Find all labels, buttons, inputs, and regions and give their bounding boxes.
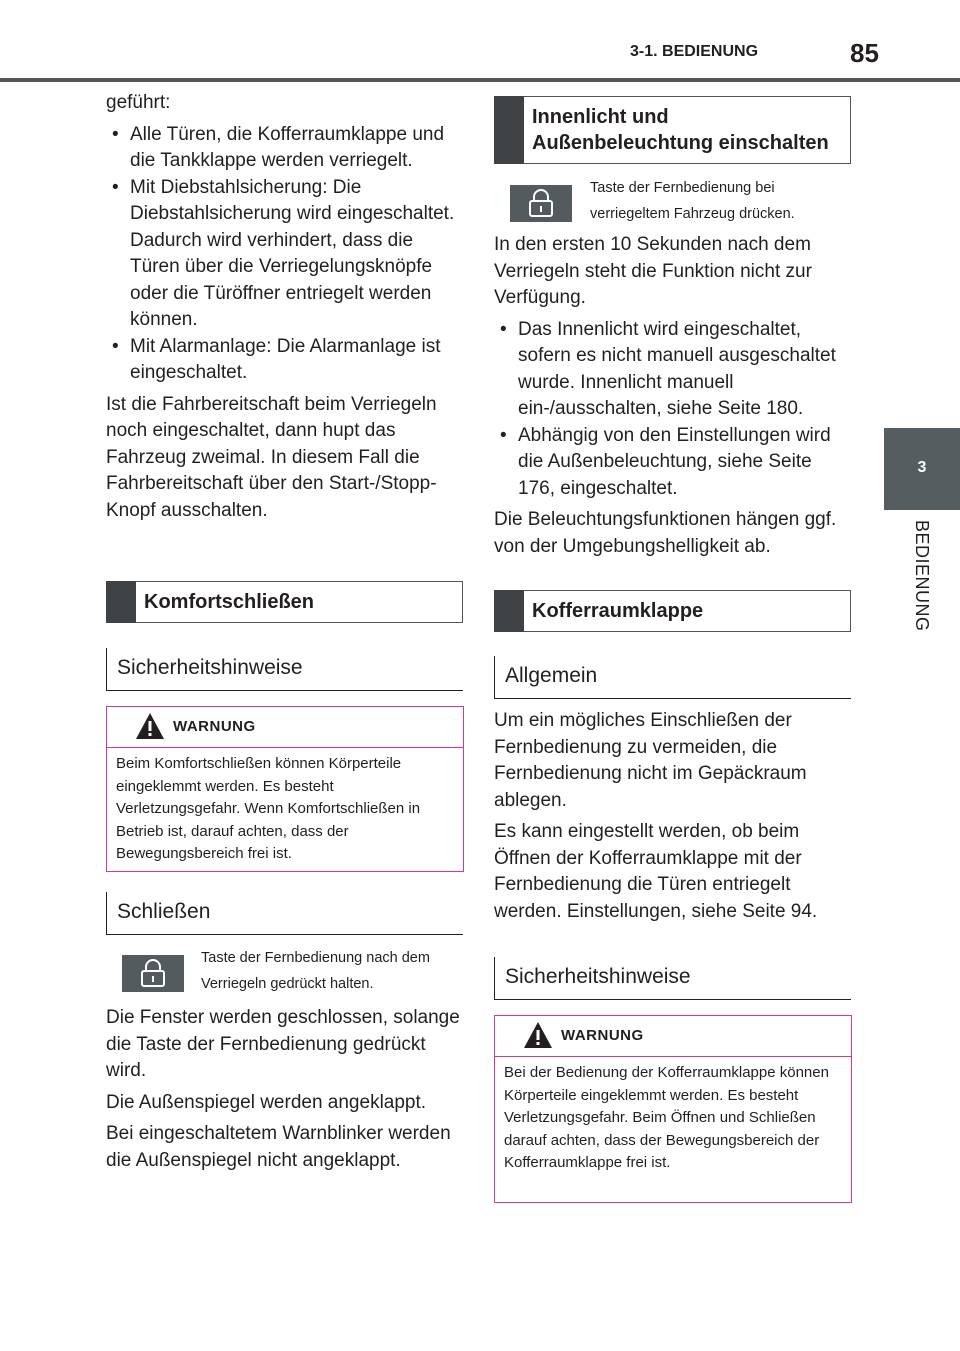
- subheading-sicherheitshinweise: [106, 648, 463, 691]
- list-item: • Mit Alarmanlage: Die Alarmanlage ist eingeschaltet.: [106, 334, 458, 387]
- paragraph: Um ein mögliches Einschließen der Fernbedienung zu vermeiden, die Fernbedienung nicht im Gepäckraum ablegen.: [494, 710, 807, 811]
- subheading-text: Allgemein: [505, 664, 598, 687]
- paragraph: Die Außenspiegel werden angeklappt.: [106, 1091, 427, 1113]
- left-column-bottom: [106, 1005, 466, 1179]
- warning-header: [107, 707, 463, 748]
- paragraph: Es kann eingestellt werden, ob beim Öffnen der Kofferraumklappe mit der Fernbedienung die Türen entriegelt werden. Einstellungen, siehe Seite 94.: [494, 821, 818, 922]
- warning-title: WARNUNG: [173, 718, 256, 735]
- list-item: • Alle Türen, die Kofferraumklappe und die Tankklappe werden verriegelt.: [106, 122, 458, 175]
- warning-title: WARNUNG: [561, 1027, 644, 1044]
- paragraph: In den ersten 10 Sekunden nach dem Verriegeln steht die Funktion nicht zur Verfügung.: [494, 234, 812, 308]
- subheading-text: Sicherheitshinweise: [117, 656, 303, 679]
- running-header: 3-1. BEDIENUNG: [630, 43, 759, 60]
- right-column-top: [494, 232, 852, 565]
- heading-text: Innenlicht und Außenbeleuchtung einschalten: [532, 106, 829, 154]
- heading-text: Komfortschließen: [144, 591, 315, 613]
- subheading-sicherheitshinweise: [494, 957, 851, 1000]
- lock-key-icon: [122, 955, 184, 992]
- heading-kofferraumklappe: [494, 590, 851, 632]
- list-item: • Abhängig von den Einstellungen wird die Außenbeleuchtung, siehe Seite 176, eingeschaltet.: [494, 423, 852, 503]
- intro-text: geführt:: [106, 92, 171, 113]
- right-bullet-list: [494, 317, 852, 503]
- key-caption: Taste der Fernbedienung bei verriegeltem Fahrzeug drücken.: [590, 180, 795, 222]
- key-caption: Taste der Fernbedienung nach dem Verriegeln gedrückt halten.: [201, 950, 430, 992]
- chapter-tab-number: 3: [917, 459, 927, 476]
- subheading-schliessen: [106, 892, 463, 935]
- list-item: • Das Innenlicht wird eingeschaltet, sofern es nicht manuell ausgeschaltet wurde. Innenlicht manuell ein-/ausschalten, siehe Seite 180.: [494, 317, 852, 423]
- header-rule: [0, 78, 960, 82]
- chapter-tab-label: BEDIENUNG: [912, 520, 932, 632]
- page-number: 85: [850, 38, 879, 68]
- warning-triangle-icon: [523, 1021, 553, 1049]
- left-column-top: [106, 90, 458, 529]
- paragraph: Die Fenster werden geschlossen, solange die Taste der Fernbedienung gedrückt wird.: [106, 1007, 460, 1081]
- warning-text: Bei der Bedienung der Kofferraumklappe können Körperteile eingeklemmt werden. Es besteht Verletzungsgefahr. Beim Öffnen und Schließen darauf achten, dass der Bewegungsbereich der Kofferraumklappe frei ist.: [504, 1064, 829, 1171]
- heading-bar: [494, 96, 524, 164]
- warning-box: [106, 706, 464, 872]
- subheading-text: Sicherheitshinweise: [505, 965, 691, 988]
- heading-bar: [494, 590, 524, 632]
- subheading-text: Schließen: [117, 900, 211, 923]
- warning-box: [494, 1015, 852, 1203]
- warning-text: Beim Komfortschließen können Körperteile eingeklemmt werden. Es besteht Verletzungsgefahr. Wenn Komfortschließen in Betrieb ist, darauf achten, dass der Bewegungsbereich frei ist.: [116, 755, 421, 862]
- warning-header: [495, 1016, 851, 1057]
- right-column-middle: [494, 708, 852, 930]
- heading-komfortschliessen: [106, 581, 463, 623]
- heading-bar: [106, 581, 136, 623]
- heading-text: Kofferraumklappe: [532, 600, 704, 622]
- paragraph: Die Beleuchtungsfunktionen hängen ggf. von der Umgebungshelligkeit ab.: [494, 509, 837, 557]
- lock-key-icon: [510, 185, 572, 222]
- paragraph: Ist die Fahrbereitschaft beim Verriegeln noch eingeschaltet, dann hupt das Fahrzeug zweimal. In diesem Fall die Fahrbereitschaft über den Start-/Stopp-Knopf ausschalten.: [106, 393, 437, 521]
- warning-triangle-icon: [135, 712, 165, 740]
- subheading-allgemein: [494, 656, 851, 699]
- paragraph: Bei eingeschaltetem Warnblinker werden die Außenspiegel nicht angeklappt.: [106, 1123, 451, 1171]
- left-bullet-list: [106, 122, 458, 387]
- list-item: • Mit Diebstahlsicherung: Die Diebstahlsicherung wird eingeschaltet. Dadurch wird verhindert, dass die Türen über die Verriegelungsknöpfe oder die Türöffner entriegelt werden können.: [106, 175, 458, 334]
- heading-innenlicht: [494, 96, 851, 164]
